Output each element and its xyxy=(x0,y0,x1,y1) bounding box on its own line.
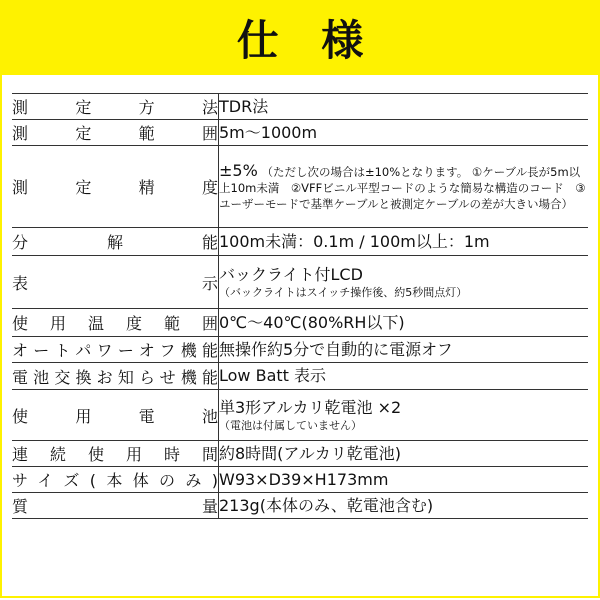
table-row xyxy=(12,337,588,363)
row-value: 100m未満：0.1m / 100m以上：1m xyxy=(219,228,589,256)
row-label: 連続使用時間 xyxy=(12,441,219,467)
table-row xyxy=(12,363,588,390)
table-row xyxy=(12,120,588,146)
table-row xyxy=(12,493,588,519)
spec-table xyxy=(12,93,588,519)
row-label: 分 解 能 xyxy=(12,228,219,256)
table-row xyxy=(12,256,588,309)
row-label: 測 定 方 法 xyxy=(12,94,219,120)
accuracy-value: ±5% xyxy=(219,161,258,180)
row-label: 質 量 xyxy=(12,493,219,519)
table-row xyxy=(12,467,588,493)
accuracy-note: （ただし次の場合は±10%となります。 ①ケーブル長が5m以上10m未満 ②VFFビニル平型コードのような簡易な構造のコード ③ユーザーモードで基準ケーブルと被測定ケーブルの差が大きい場合） xyxy=(219,165,586,211)
row-label: 表 示 xyxy=(12,256,219,309)
row-value: 0℃～40℃(80%RH以下) xyxy=(219,309,589,337)
row-value: TDR法 xyxy=(219,94,589,120)
row-value: バックライト付LCD （バックライトはスイッチ操作後、約5秒間点灯） xyxy=(219,256,589,309)
row-label: 測 定 範 囲 xyxy=(12,120,219,146)
row-value xyxy=(219,146,589,228)
row-label: オートパワーオフ機能 xyxy=(12,337,219,363)
table-row xyxy=(12,94,588,120)
table-row xyxy=(12,228,588,256)
table-row xyxy=(12,309,588,337)
row-value: 単3形アルカリ乾電池 ×2 （電池は付属していません） xyxy=(219,390,589,441)
display-note: （バックライトはスイッチ操作後、約5秒間点灯） xyxy=(219,285,468,299)
table-row xyxy=(12,441,588,467)
battery-note: （電池は付属していません） xyxy=(219,418,362,432)
row-label: 使 用 電 池 xyxy=(12,390,219,441)
row-label: サイズ(本体のみ) xyxy=(12,467,219,493)
table-row xyxy=(12,146,588,228)
table-row xyxy=(12,390,588,441)
row-value: Low Batt 表示 xyxy=(219,363,589,390)
row-label: 電池交換お知らせ機能 xyxy=(12,363,219,390)
header-bar xyxy=(0,0,600,75)
row-value: 約8時間(アルカリ乾電池) xyxy=(219,441,589,467)
page-title: 仕 様 xyxy=(236,15,378,65)
row-value: 無操作約5分で自動的に電源オフ xyxy=(219,337,589,363)
row-label: 測 定 精 度 xyxy=(12,146,219,228)
row-label: 使用温度範囲 xyxy=(12,309,219,337)
row-value: 213g(本体のみ、乾電池含む) xyxy=(219,493,589,519)
row-value: W93×D39×H173mm xyxy=(219,467,589,493)
row-value: 5m～1000m xyxy=(219,120,589,146)
